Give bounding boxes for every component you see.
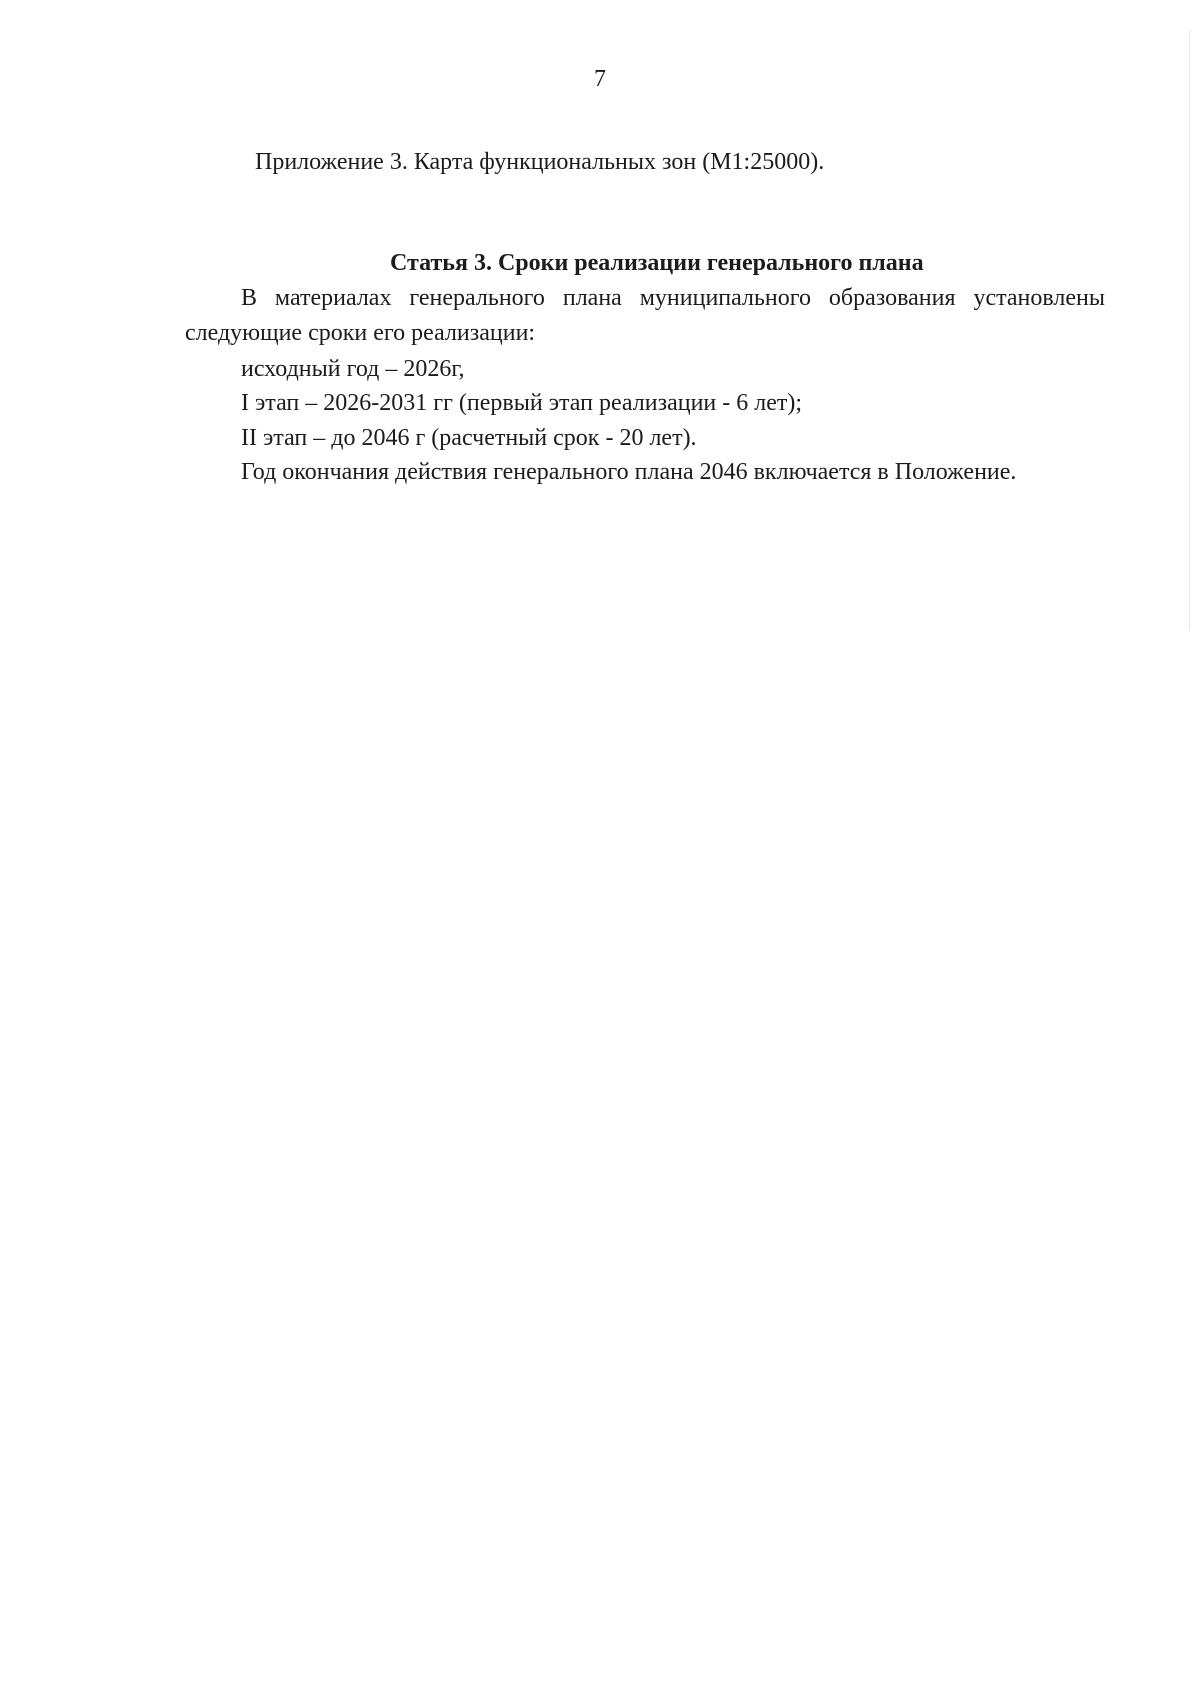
end-year-line: Год окончания действия генерального плана 2046 включается в Положение. xyxy=(241,459,1017,485)
stage-one-line: I этап – 2026-2031 гг (первый этап реализации - 6 лет); xyxy=(241,390,803,416)
initial-year-line: исходный год – 2026г, xyxy=(241,356,465,382)
article-heading: Статья 3. Сроки реализации генерального плана xyxy=(390,250,924,276)
stage-two-line: II этап – до 2046 г (расчетный срок - 20 лет). xyxy=(241,425,697,451)
page-number: 7 xyxy=(594,66,606,92)
scan-edge xyxy=(1189,30,1190,630)
intro-paragraph: В материалах генерального плана муниципального образования установлены следующие сроки его реализации: xyxy=(185,285,1105,346)
appendix-reference: Приложение 3. Карта функциональных зон (М1:25000). xyxy=(255,149,825,175)
